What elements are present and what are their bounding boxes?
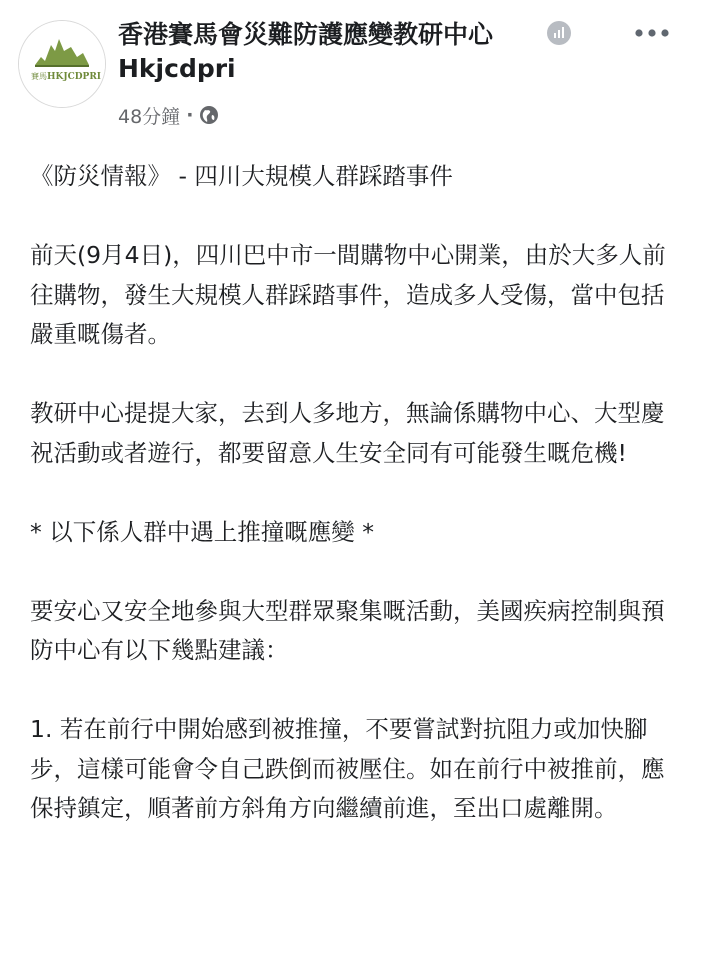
meta-separator: · — [186, 104, 194, 126]
globe-icon[interactable] — [199, 105, 219, 125]
post-paragraph: 前天(9月4日)，四川巴中市一間購物中心開業，由於大多人前往購物，發生大規模人群踩踏事件，造成多人受傷，當中包括嚴重嘅傷者。 — [30, 241, 666, 348]
post-timestamp[interactable]: 48分鐘 — [118, 105, 181, 128]
svg-text:HKJCDPRI: HKJCDPRI — [47, 72, 102, 82]
verified-badge-icon — [546, 20, 572, 46]
post-paragraph: 要安心又安全地參與大型群眾聚集嘅活動，美國疾病控制與預防中心有以下幾點建議： — [30, 596, 665, 664]
hkjcdpri-logo — [19, 21, 105, 107]
post-title: 《防災情報》 - 四川大規模人群踩踏事件 — [30, 162, 453, 190]
page-avatar[interactable] — [18, 20, 106, 108]
post-paragraph: * 以下係人群中遇上推撞嘅應變 * — [30, 517, 374, 546]
post-paragraph: 1. 若在前行中開始感到被推撞，不要嘗試對抗阻力或加快腳步，這樣可能會令自己跌倒而被壓住。如在前行中被推前，應保持鎮定，順著前方斜角方向繼續前進，至出口處離開。 — [30, 715, 665, 822]
post-body — [30, 157, 676, 868]
page-name-link[interactable]: 香港賽馬會災難防護應變教研中心 Hkjcdpri — [118, 20, 494, 83]
post-header — [0, 0, 702, 140]
post-meta — [118, 100, 219, 130]
more-options-icon[interactable] — [632, 26, 672, 40]
post-paragraph: 教研中心提提大家，去到人多地方，無論係購物中心、大型慶祝活動或者遊行，都要留意人生安全同有可能發生嘅危機! — [30, 399, 665, 467]
svg-text:賽馬: 賽馬 — [31, 72, 47, 81]
